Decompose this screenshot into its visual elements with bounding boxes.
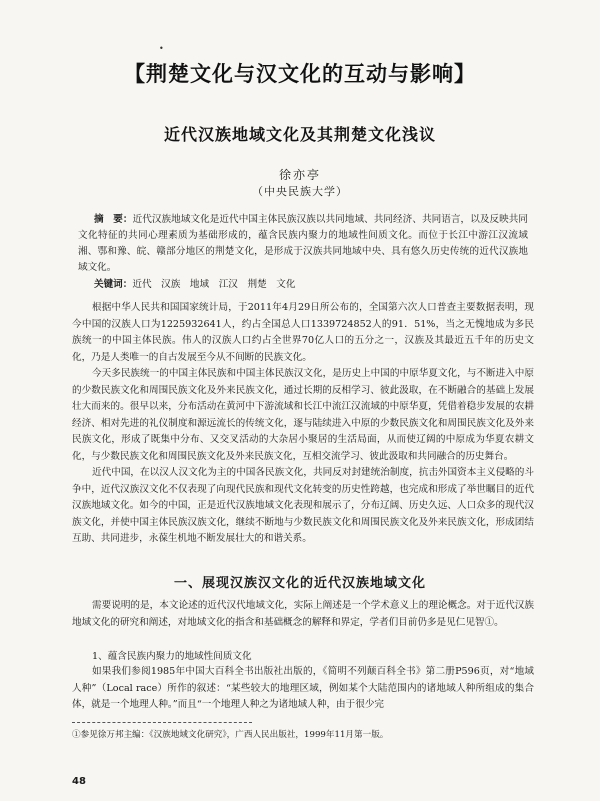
body-subsection1: [72, 664, 534, 714]
paragraph: 需要说明的是，本文论述的近代汉代地域文化，实际上阐述是一个学术意义上的理论概念。对于近代汉族地域文化的研究和阐述，对地域文化的指含和基础概念的解释和界定，学者们目前仍多是见仁见智①。: [72, 600, 534, 628]
article-title: 近代汉族地域文化及其荆楚文化浅议: [163, 125, 436, 144]
section-heading: 一、展现汉族汉文化的近代汉族地域文化: [173, 576, 426, 591]
footnote: ①参见徐万邦主编：《汉族地域文化研究》，广西人民出版社，1999年11月第一版。: [72, 730, 389, 740]
abstract-text: 近代汉族地域文化是近代中国主体民族汉族以共同地域、共同经济、共同语言，以及反映共同文化特征的共同心理素质为基础形成的，蕴含民族内聚力的地域性间质文化。而位于长江中游江汉流域湘、鄂和豫、皖、赣部分地区的荆楚文化，是形成于汉族共同地域中央、具有悠久历史传统的近代汉族地域文化。: [78, 214, 529, 273]
footnote-divider: [72, 722, 252, 723]
section-header: 【荆楚文化与汉文化的互动与影响】: [124, 62, 476, 86]
abstract: [78, 212, 528, 276]
subsection-heading: 1、蕴含民族内聚力的地域性间质文化: [92, 651, 252, 662]
paragraph: 如果我们参阅1985年中国大百科全书出版社出版的，《简明不列颠百科全书》第二册P596页，对“地域人种”（Local race）所作的叙述：“某些较大的地理区域，例如某个大陆范围内的诸地域人种所组成的集合体，就是一个地理人种。”而且“一个地理人种之为诸地域人种，由于很少完: [72, 666, 534, 710]
keywords-text: 近代 汉族 地域 江汉 荆楚 文化: [132, 279, 296, 290]
print-speck: •: [159, 44, 164, 53]
author-name: 徐亦亭: [278, 168, 321, 182]
page-number: 48: [72, 776, 86, 787]
paragraph: 根据中华人民共和国国家统计局，于2011年4月29日所公布的，全国第六次人口普查主要数据表明，现今中国的汉族人口为1225932641人，约占全国总人口1339724852人的91．51%，当之无愧地成为多民族统一的中国主体民族。伟人的汉族人口约占全世界70亿人口的五分之一，汉族及其最近五千年的历史文化，乃是人类唯一的自古发展至今从不间断的民族文化。: [72, 302, 534, 363]
body-intro: [72, 300, 534, 548]
paragraph: 近代中国，在以汉人汉文化为主的中国各民族文化，共同反对封建统治制度，抗击外国资本主义侵略的斗争中，近代汉族汉文化不仅表现了向现代民族和现代文化转变的历史性跨越，也完成和形成了举世瞩目的近代汉族地域文化。如今的中国，正是近代汉族地域文化表现和展示了，分布辽阔、历史久远、人口众多的现代汉族文化，并使中国主体民族汉族文化，继续不断地与少数民族文化和周围民族文化及外来民族文化，形成团结互助、共同进步，永葆生机地不断发展壮大的和谐关系。: [72, 467, 534, 544]
keywords-label: 关键词：: [94, 279, 133, 290]
paragraph: 今天多民族统一的中国主体民族和中国主体民族汉文化，是历史上中国的中原华夏文化，与不断进入中原的少数民族文化和周围民族文化及外来民族文化，通过长期的反相学习、彼此汲取，在不断融合的基础上发展壮大而来的。很早以来，分布活动在黄河中下游流域和长江中流江汉流域的中原华夏，凭借着稳步发展的农耕经济、相对先进的礼仪制度和源远流长的传统文化，逐与陆续进入中原的少数民族文化和周围民族文化及外来民族文化，形成了既集中分布、又交叉活动的大杂居小聚居的生活局面，从而使辽阔的中原成为华夏农耕文化，与少数民族文化和周围民族文化及外来民族文化，互相交流学习、彼此汲取和共同融合的历史舞台。: [72, 368, 534, 462]
body-section1: [72, 598, 534, 631]
abstract-label: 摘 要：: [94, 214, 133, 225]
author-affiliation: （中央民族大学）: [252, 185, 348, 198]
keywords: [94, 276, 524, 290]
